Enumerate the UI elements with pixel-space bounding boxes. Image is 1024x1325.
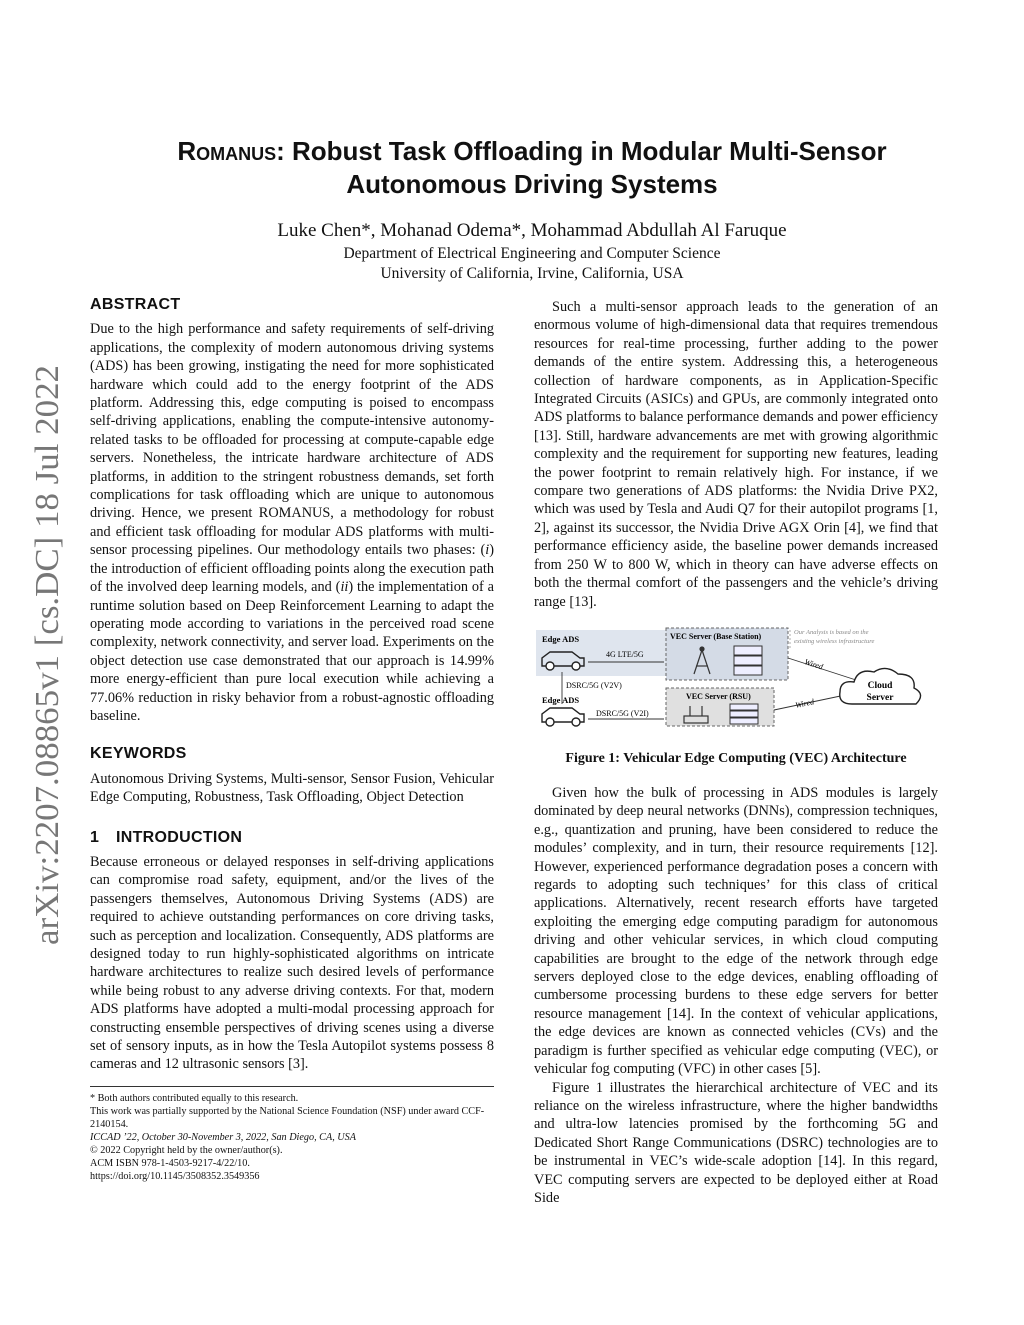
footnote-doi[interactable]: https://doi.org/10.1145/3508352.3549356 bbox=[90, 1171, 260, 1182]
affiliation-dept: Department of Electrical Engineering and Computer Science bbox=[343, 245, 721, 262]
label-edge-ads-2: Edge ADS bbox=[542, 695, 580, 705]
figure-caption: Figure 1: Vehicular Edge Computing (VEC) Architecture bbox=[565, 751, 907, 766]
footnote-copyright: © 2022 Copyright held by the owner/author(s). bbox=[90, 1145, 283, 1156]
label-vec-base: VEC Server (Base Station) bbox=[670, 632, 762, 641]
intro-paragraph-2: Such a multi-sensor approach leads to the generation of an enormous volume of high-dimensional data that requires tremendous resources for real-time processing, further adding to the power demands of the entire system. Addressing this, a heterogeneous collection of hardware components, as in Application-Specific Integrated Circuits (ASICs) and GPUs, are commonly integrated onto ADS platforms to balance performance demands and power efficiency [13]. Still, hardware advancements are met with growing algorithmic complexity and the requirement for supporting new features, leading the power footprint to remain relatively high. For instance, if we compare two generations of ADS platforms: the Nvidia Drive PX2, which was used by Tesla and Audi Q7 for their autopilot programs [1, 2], against its successor, the Nvidia Drive AGX Orin [4], we find that performance efficiency aside, the baseline power demands increased from 250 W to 800 W, which in theory can have adverse effects on both the thermal comfort of the passengers and the vehicle’s driving range [13]. bbox=[534, 299, 938, 610]
label-vec-rsu: VEC Server (RSU) bbox=[686, 692, 751, 701]
server-icon bbox=[734, 646, 762, 675]
footnote-funding: This work was partially supported by the National Science Foundation (NSF) under award CCF-2140154. bbox=[90, 1106, 485, 1130]
intro-paragraph-4: Figure 1 illustrates the hierarchical architecture of VEC and its reliance on the wireless infrastructure, where the higher bandwidths and ultra-low latencies promised by the forthcoming 5G and Dedicated Short Range Communications (DSRC) technologies are to be instrumental in VEC’s wide-scale adoption [14]. In this regard, VEC computing servers are expected to be deployed either at Road Side bbox=[534, 1079, 938, 1206]
arxiv-stamp bbox=[8, 360, 78, 945]
intro-paragraph-1: Because erroneous or delayed responses in self-driving applications can compromise road safety, equipment, and/or the lives of the passengers themselves, Autonomous Driving Systems (ADS) are required to achieve outstanding performances on core driving tasks, such as perception and localization. Consequently, ADS platforms are designed today to run highly-sophisticated algorithms on intricate hardware architectures to realize such desired levels of performance while being robust to any adverse driving contexts. For that, modern ADS platforms have adopted a multi-modal processing approach for constructing ensemble perspectives of driving scenes using a diverse set of sensory inputs, as in how the Tesla Autopilot systems possess 8 cameras and 12 ultrasonic sensors [3]. bbox=[90, 853, 494, 1073]
label-edge-ads-1: Edge ADS bbox=[542, 634, 580, 644]
note-line2: existing wireless infrastructure bbox=[794, 638, 875, 645]
footnote-conference: ICCAD ’22, October 30-November 3, 2022, San Diego, CA, USA bbox=[90, 1132, 356, 1143]
label-wired-2: Wired bbox=[794, 697, 815, 710]
label-wired-1: Wired bbox=[803, 657, 825, 672]
abstract-text: Due to the high performance and safety requirements of self-driving applications, the complexity of modern autonomous driving systems (ADS) has been growing, instigating the need for more sophisticated hardware which could add to the energy footprint of the ADS platform. Addressing this, edge computing is poised to encompass self-driving applications, enabling the compute-intensive autonomy-related tasks to be offloaded for processing at compute-capable edge servers. Nonetheless, the intricate hardware architecture of ADS platforms, in addition to the stringent robustness demands, set forth complications for task offloading which are unique to autonomous driving. Hence, we present ROMANUS, a methodology for robust and efficient task offloading for modular ADS platforms with multi-sensor processing pipelines. Our methodology entails two phases: (i) the introduction of efficient offloading points along the execution path of the involved deep learning models, and (ii) the implementation of a runtime solution based on Deep Reinforcement Learning to adapt the operating mode according to variations in the perceived road scene complexity, network connectivity, and server load. Experiments on the object detection use case demonstrated that our approach is 14.99% more energy-efficient than pure local execution while achieving a 77.06% reduction in risky behavior from a robust-agnostic offloading baseline. bbox=[90, 321, 494, 724]
affiliation bbox=[80, 244, 984, 284]
label-cloud-1: Cloud bbox=[867, 681, 893, 691]
label-v2i: DSRC/5G (V2I) bbox=[596, 709, 649, 718]
paper-title bbox=[80, 135, 984, 201]
figure-vec-architecture bbox=[534, 622, 938, 727]
footnote-equal: * Both authors contributed equally to this research. bbox=[90, 1093, 299, 1104]
note-line1: Our Analysis is based on the bbox=[794, 629, 869, 636]
title-line1: : Robust Task Offloading in Modular Multi-Sensor bbox=[276, 136, 887, 166]
arxiv-stamp-text: arXiv:2207.08865v1 [cs.DC] 18 Jul 2022 bbox=[29, 380, 66, 945]
footnotes bbox=[90, 1092, 494, 1183]
footnote-isbn: ACM ISBN 978-1-4503-9217-4/22/10. bbox=[90, 1158, 250, 1169]
footnote-rule bbox=[90, 1086, 494, 1087]
right-column-bottom bbox=[534, 784, 938, 1207]
right-column-top bbox=[534, 298, 938, 611]
affiliation-univ: University of California, Irvine, California, USA bbox=[380, 265, 684, 282]
label-cloud-2: Server bbox=[866, 693, 894, 703]
label-4g: 4G LTE/5G bbox=[606, 650, 644, 659]
label-v2v: DSRC/5G (V2V) bbox=[566, 681, 622, 690]
author-list: Luke Chen*, Mohanad Odema*, Mohammad Abdullah Al Faruque bbox=[277, 220, 787, 241]
keywords-text: Autonomous Driving Systems, Multi-sensor, Sensor Fusion, Vehicular Edge Computing, Robustness, Task Offloading, Object Detection bbox=[90, 770, 494, 806]
server-icon bbox=[730, 704, 758, 724]
keywords-heading: KEYWORDS bbox=[90, 745, 187, 763]
intro-paragraph-3: Given how the bulk of processing in ADS modules is largely dominated by deep neural networks (DNNs), compression techniques, e.g., quantization and pruning, have been considered to reduce the modules’ complexity, and in turn, their resource requirements [12]. However, experienced performance degradation poses a concern with regards to adopting such techniques’ for this class of critical applications. Alternatively, recent research efforts have targeted exploiting the emerging edge computing paradigm for autonomous driving and other vehicular services, in which cloud computing capabilities are brought to the edge of the network through edge servers deployed close to the edge devices, enabling offloading of cumbersome processing burdens to these edge servers for better resource management [14]. In the context of vehicular applications, the edge devices are known as connected vehicles (CVs) and the paradigm is further specified as vehicular edge computing (VEC), or vehicular fog computing (VFC) in other cases [5]. bbox=[534, 785, 938, 1078]
intro-heading: 1 INTRODUCTION bbox=[90, 828, 243, 846]
title-line2: Autonomous Driving Systems bbox=[346, 169, 718, 199]
title-system-name: Romanus bbox=[177, 136, 277, 166]
car-icon bbox=[542, 708, 584, 726]
left-column bbox=[90, 296, 494, 1074]
abstract-heading: ABSTRACT bbox=[90, 296, 181, 313]
